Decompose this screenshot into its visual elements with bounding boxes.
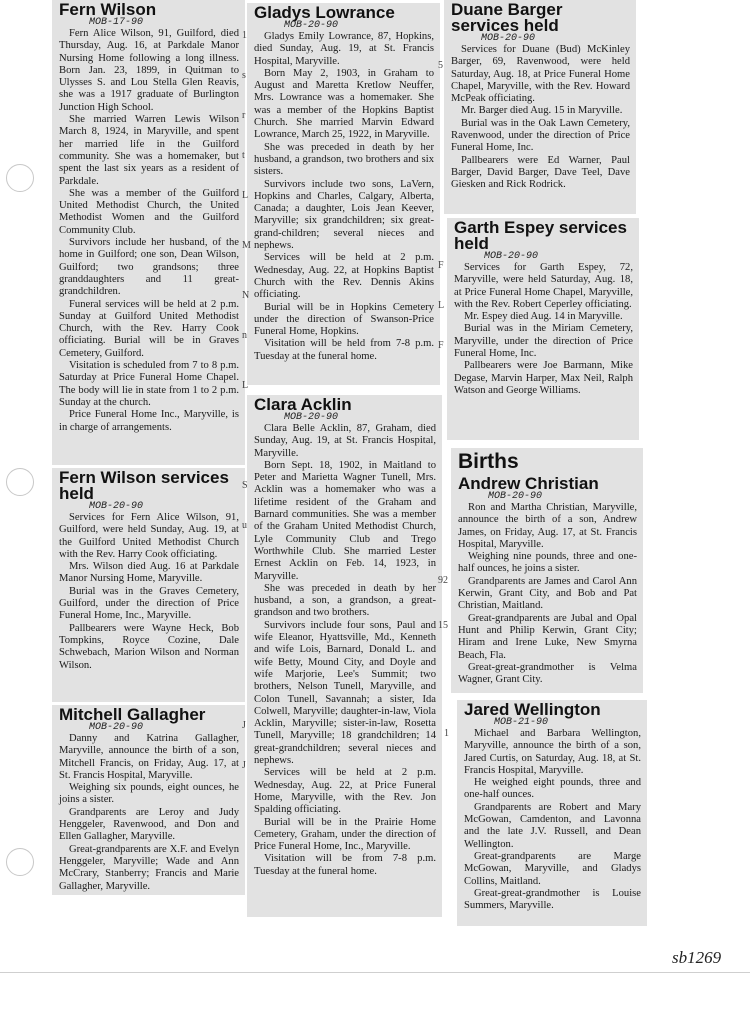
- margin-fragment: J: [242, 760, 246, 771]
- paragraph: Burial was in the Graves Cemetery, Guilford, under the direction of Price Funeral Home, Inc., Maryville.: [59, 585, 239, 622]
- margin-fragment: u: [242, 520, 247, 531]
- paragraph: Price Funeral Home Inc., Maryville, is in charge of arrangements.: [59, 409, 239, 433]
- headline: Andrew Christian: [458, 474, 599, 493]
- paragraph: Services for Garth Espey, 72, Maryville, were held Saturday, Aug. 18, at Price Funeral Home Chapel, Maryville, with the Rev. Robert Ceperley officiating.: [454, 262, 633, 310]
- paragraph: Great-grandparents are Marge McGowan, Maryville, and Gladys Collins, Maitland.: [464, 850, 641, 887]
- margin-fragment: t: [242, 150, 245, 161]
- clipping-clara-acklin: [247, 395, 442, 917]
- clipping-gladys-lowrance: [247, 3, 440, 385]
- paragraph: Survivors include two sons, LaVern, Hopkins and Charles, Calgary, Alberta, Canada; a daughter, Lois Jean Keever, Maryville; six grandchildren; six great-grand-children; several nieces and nephews.: [254, 178, 434, 252]
- margin-fragment: M: [242, 240, 251, 251]
- paragraph: Funeral services will be held at 2 p.m. Sunday at Guilford United Methodist Church, with the Rev. Harry Cook officiating. Burial will be in Graves Cemetery, Guilford.: [59, 298, 239, 359]
- clipping-jared-wellington: [457, 700, 647, 926]
- margin-fragment: r: [242, 110, 246, 121]
- paragraph: Clara Belle Acklin, 87, Graham, died Sunday, Aug. 19, at St. Francis Hospital, Maryville.: [254, 423, 436, 459]
- sheet-divider: [0, 972, 750, 973]
- margin-fragment: F: [438, 340, 444, 351]
- headline: Fern Wilson services held: [59, 468, 229, 503]
- paragraph: Michael and Barbara Wellington, Maryville, announce the birth of a son, Jared Curtis, on Saturday, Aug. 18, at St. Francis Hospital, Maryville.: [464, 728, 641, 776]
- paragraph: Mrs. Wilson died Aug. 16 at Parkdale Manor Nursing Home, Maryville.: [59, 561, 239, 585]
- clipping-duane-barger: [444, 0, 636, 214]
- paragraph: Great-grandparents are Jubal and Opal Hunt and Philip Kerwin, Grant City; Hiram and Irene Luke, New Smyrna Beach, Fla.: [458, 612, 637, 661]
- paragraph: Great-great-grandmother is Louise Summers, Maryville.: [464, 887, 641, 912]
- paragraph: Burial was in the Oak Lawn Cemetery, Ravenwood, under the direction of Price Funeral Home, Inc.: [451, 117, 630, 154]
- headline: Jared Wellington: [464, 700, 601, 719]
- headline: Duane Barger services held: [451, 0, 563, 35]
- paragraph: Weighing nine pounds, three and one-half ounces, he joins a sister.: [458, 551, 637, 575]
- headline: Gladys Lowrance: [254, 3, 395, 22]
- paragraph: Grandparents are James and Carol Ann Kerwin, Grant City, and Bob and Pat Christian, Maitland.: [458, 575, 637, 612]
- paragraph: Gladys Emily Lowrance, 87, Hopkins, died Sunday, Aug. 19, at St. Francis Hospital, Maryville.: [254, 31, 434, 67]
- margin-fragment: n: [242, 330, 247, 341]
- margin-fragment: s: [242, 70, 246, 81]
- paragraph: Services for Fern Alice Wilson, 91, Guilford, were held Sunday, Aug. 19, at the Guilford United Methodist Church with the Rev. Harry Cook officiating.: [59, 512, 239, 560]
- margin-fragment: L: [242, 380, 249, 391]
- paragraph: She was preceded in death by her husband, a grandson, two brothers and six sisters.: [254, 141, 434, 178]
- shelf-code: sb1269: [672, 948, 722, 967]
- paragraph: Services will be held at 2 p.m. Wednesday, Aug. 22, at Hopkins Baptist Church with the Rev. Dennis Akins officiating.: [254, 252, 434, 301]
- handwritten-date: MOB-20-90: [488, 491, 543, 502]
- handwritten-date: MOB-17-90: [89, 17, 144, 28]
- paragraph: Fern Alice Wilson, 91, Guilford, died Thursday, Aug. 16, at Parkdale Manor Nursing Home following a long illness. Born Jan. 23, 1899, in Quitman to Ulysses S. and Lou Stella Glen Reavis, she was a 1917 graduate of Burlington Junction High School.: [59, 28, 239, 113]
- paragraph: Services for Duane (Bud) McKinley Barger, 69, Ravenwood, were held Saturday, Aug. 18, at Price Funeral Home Chapel, Maryville, with the Rev. Howard McPeak officiating.: [451, 44, 630, 105]
- paragraph: Visitation is scheduled from 7 to 8 p.m. Saturday at Price Funeral Home Chapel. The body will lie in state from 1 to 2 p.m. Sunday at the church.: [59, 360, 239, 408]
- margin-fragment: N: [242, 290, 250, 301]
- paragraph: Mr. Espey died Aug. 14 in Maryville.: [464, 311, 623, 323]
- handwritten-date: MOB-20-90: [481, 33, 536, 44]
- births-section-header: Births: [458, 450, 519, 473]
- paragraph: Weighing six pounds, eight ounces, he joins a sister.: [59, 782, 239, 806]
- clipping-garth-espey: [447, 218, 639, 440]
- binder-hole: [6, 164, 34, 192]
- binder-hole: [6, 848, 34, 876]
- paragraph: Survivors include her husband, of the home in Guilford; one son, Dean Wilson, Guilford; two grandsons; three granddaughters and 11 great-grandchildren.: [59, 237, 239, 298]
- binder-hole: [6, 468, 34, 496]
- margin-fragment: 1: [242, 30, 247, 41]
- margin-fragment: 1: [444, 728, 449, 739]
- paragraph: He weighed eight pounds, three and one-half ounces.: [464, 777, 641, 801]
- margin-fragment: L: [242, 190, 249, 201]
- headline: Garth Espey services held: [454, 218, 627, 253]
- paragraph: Survivors include four sons, Paul and wife Eleanor, Hyattsville, Md., Kenneth and wife Lois, Barnard, Donald L. and wife Betty, Mound City, and Doyle and wife Marjorie, Lee's Summit; two brothers, Nelson Tunell, Maryville, and Colon Tunell, Savannah; a sister, Ida Colwell, Maryville; daughter-in-law, Viola Acklin, Maryville; sister-in-law, Rosetta Tunell, Maryville; 18 grandchildren; 14 great-grandchildren; several nieces and nephews.: [254, 619, 436, 767]
- handwritten-date: MOB-20-90: [284, 20, 339, 31]
- margin-fragment: S: [242, 480, 248, 491]
- paragraph: Burial will be in Hopkins Cemetery under the direction of Swanson-Price Funeral Home, Hopkins.: [254, 301, 434, 338]
- paragraph: Pallbearers were Wayne Heck, Bob Tompkins, Royce Cozine, Dale Schwebach, Marion Wilson and Norman Wilson.: [59, 622, 239, 671]
- headline: Clara Acklin: [254, 395, 352, 414]
- paragraph: Burial was in the Miriam Cemetery, Maryville, under the direction of Price Funeral Home, Inc.: [454, 323, 633, 360]
- handwritten-date: MOB-20-90: [484, 251, 539, 262]
- paragraph: She was preceded in death by her husband, a son, a grandson, a great-grandson and two brothers.: [254, 582, 436, 619]
- handwritten-date: MOB-20-90: [284, 412, 339, 423]
- margin-fragment: 15: [438, 620, 448, 631]
- clipping-andrew-christian: [451, 448, 643, 693]
- margin-fragment: L: [438, 300, 445, 311]
- paragraph: Great-grandparents are X.F. and Evelyn Henggeler, Maryville; Wade and Ann McCrary, Stanberry; Francis and Marie Gallagher, Maryville.: [59, 843, 239, 892]
- paragraph: She was a member of the Guilford United Methodist Church, the United Methodist Women and the Guilford Community Club.: [59, 187, 239, 236]
- margin-fragment: F: [438, 260, 444, 271]
- paragraph: Great-great-grandmother is Velma Wagner, Grant City.: [458, 661, 637, 686]
- paragraph: Pallbearers were Ed Warner, Paul Barger, David Barger, Dave Teel, Dave Giesken and Rick Rodrick.: [451, 154, 630, 191]
- paragraph: Visitation will be from 7-8 p.m. Tuesday at the funeral home.: [254, 853, 436, 877]
- margin-fragment: 92: [438, 575, 448, 586]
- headline: Fern Wilson: [59, 0, 157, 19]
- handwritten-date: MOB-21-90: [494, 717, 549, 728]
- margin-fragment: 5: [438, 60, 443, 71]
- paragraph: Burial will be in the Prairie Home Cemetery, Graham, under the direction of Price Funeral Home, Inc., Maryville.: [254, 816, 436, 853]
- clipping-fern-wilson-services: [52, 468, 245, 702]
- paragraph: Ron and Martha Christian, Maryville, announce the birth of a son, Andrew James, on Friday, Aug. 17, at St. Francis Hospital, Maryville.: [458, 502, 637, 550]
- paragraph: Visitation will be held from 7-8 p.m. Tuesday at the funeral home.: [254, 338, 434, 362]
- handwritten-date: MOB-20-90: [89, 501, 144, 512]
- clipping-mitchell-gallagher: [52, 705, 245, 895]
- paragraph: Born Sept. 18, 1902, in Maitland to Peter and Marietta Wagner Tunell, Mrs. Acklin was a homemaker who was a lifetime resident of the Graham and Barnard communities. She was a member of the Graham United Methodist Church, Lyle Community Club and Trego Worthwhile Club. She married Lester Ernest Acklin on Feb. 14, 1923, in Maryville.: [254, 459, 436, 582]
- margin-fragment: J: [242, 720, 246, 731]
- clipping-fern-wilson: [52, 0, 245, 465]
- paragraph: Services will be held at 2 p.m. Wednesday, Aug. 22, at Price Funeral Home, Maryville, with the Rev. Jon Spalding officiating.: [254, 767, 436, 816]
- headline: Mitchell Gallagher: [59, 705, 206, 724]
- paragraph: Grandparents are Leroy and Judy Henggeler, Ravenwood, and Don and Ellen Gallagher, Maryville.: [59, 806, 239, 843]
- paragraph: Grandparents are Robert and Mary McGowan, Camdenton, and Lavonna and the late J.V. Russell, and Dean Wellington.: [464, 801, 641, 850]
- paragraph: Danny and Katrina Gallagher, Maryville, announce the birth of a son, Mitchell Francis, on Friday, Aug. 17, at St. Francis Hospital, Maryville.: [59, 733, 239, 781]
- handwritten-date: MOB-20-90: [89, 722, 144, 733]
- paragraph: Mr. Barger died Aug. 15 in Maryville.: [461, 105, 623, 117]
- paragraph: She married Warren Lewis Wilson March 8, 1924, in Maryville, and spent her married life in the Guilford community. She was a homemaker, but spent the last six years as a resident of Parkdale.: [59, 114, 239, 187]
- paragraph: Pallbearers were Joe Barmann, Mike Degase, Marvin Harper, Max Neil, Ralph Watson and George Williams.: [454, 360, 633, 396]
- paragraph: Born May 2, 1903, in Graham to August and Maretta Kretlow Neuffer, Mrs. Lowrance was a homemaker. She was a member of the Hopkins Baptist Church. She married Marvin Edward Lowrance, March 25, 1922, in Maryville.: [254, 67, 434, 141]
